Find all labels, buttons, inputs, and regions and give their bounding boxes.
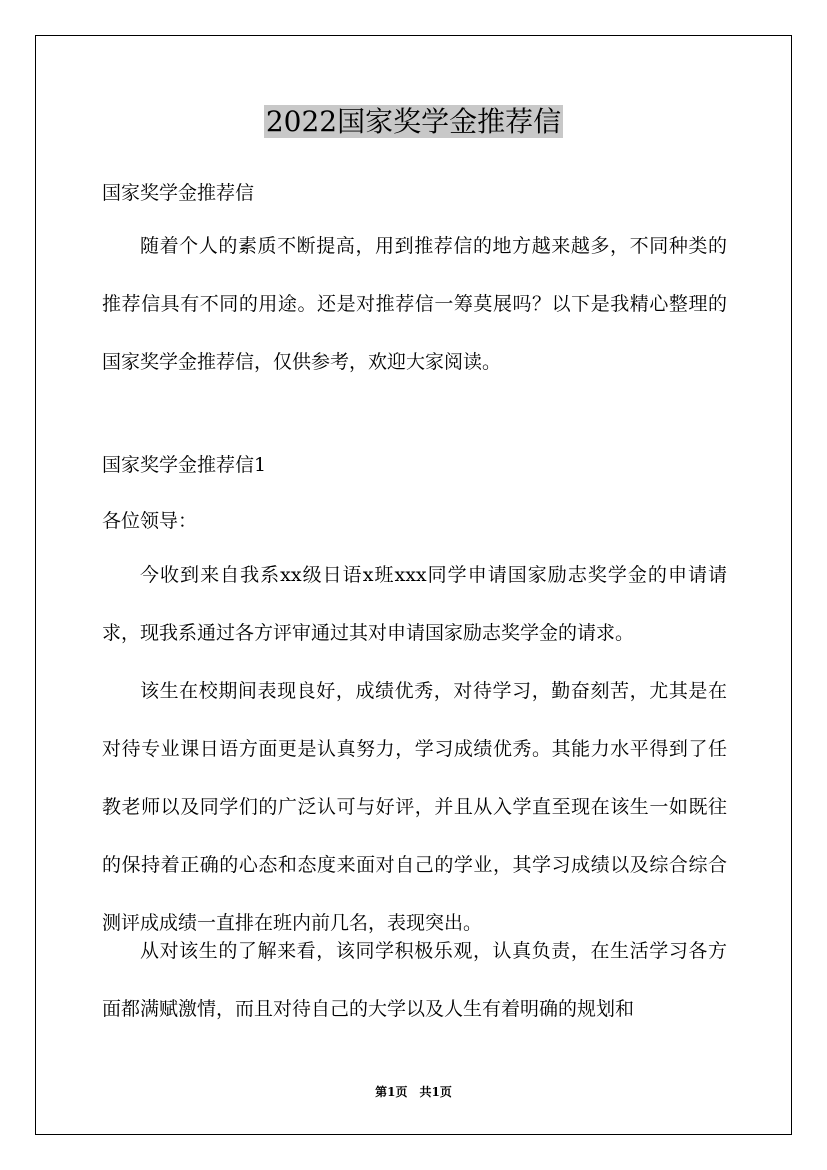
body-paragraph-1: 今收到来自我系xx级日语x班xxx同学申请国家励志奖学金的申请请求，现我系通过各方评审通过其对申请国家励志奖学金的请求。 bbox=[102, 564, 727, 644]
document-subtitle: 国家奖学金推荐信 bbox=[102, 182, 255, 204]
intro-paragraph: 随着个人的素质不断提高，用到推荐信的地方越来越多，不同种类的推荐信具有不同的用途。还是对推荐信一筹莫展吗？以下是我精心整理的国家奖学金推荐信，仅供参考，欢迎大家阅读。 bbox=[102, 235, 727, 373]
document-title bbox=[0, 102, 827, 142]
section-heading: 国家奖学金推荐信1 bbox=[102, 454, 267, 476]
page-footer bbox=[0, 1084, 827, 1100]
body-paragraph-3: 从对该生的了解来看，该同学积极乐观，认真负责，在生活学习各方面都满赋激情，而且对待自己的大学以及人生有着明确的规划和 bbox=[102, 940, 727, 1020]
document-title-text: 2022国家奖学金推荐信 bbox=[265, 105, 562, 138]
salutation: 各位领导： bbox=[102, 510, 198, 532]
page-number: 第1页 共1页 bbox=[375, 1085, 452, 1099]
body-paragraph-2: 该生在校期间表现良好，成绩优秀，对待学习，勤奋刻苦，尤其是在对待专业课日语方面更是认真努力，学习成绩优秀。其能力水平得到了任教老师以及同学们的广泛认可与好评，并且从入学直至现在该生一如既往的保持着正确的心态和态度来面对自己的学业，其学习成绩以及综合综合测评成成绩一直排在班内前几名，表现突出。 bbox=[102, 680, 727, 934]
